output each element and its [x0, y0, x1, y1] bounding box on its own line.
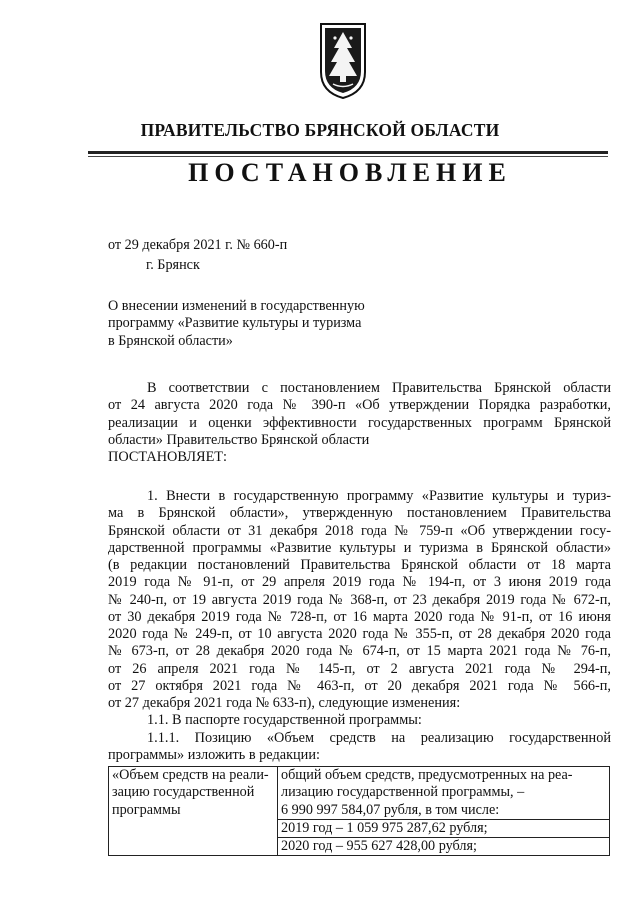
- city-line: г. Брянск: [146, 257, 200, 273]
- preamble-line: реализации и оценки эффективности государственных программ Брянской: [108, 414, 611, 431]
- clause-line: 2020 года № 249-п, от 10 августа 2020 года № 355-п, от 28 декабря 2020 года: [108, 626, 611, 642]
- label-line: зацию государственной: [112, 784, 255, 801]
- clause-line: № 240-п, от 19 августа 2019 года № 368-п, от 23 декабря 2019 года № 672-п,: [108, 591, 611, 608]
- preamble-paragraph: [108, 380, 611, 466]
- header-rule-thin: [88, 156, 608, 157]
- clause-line: от 26 апреля 2021 года № 145-п, от 2 августа 2021 года № 294-п,: [108, 660, 611, 677]
- clause-line: от 27 октября 2021 года № 463-п, от 20 декабря 2021 года № 566-п,: [108, 677, 611, 694]
- value-line: лизацию государственной программы, –: [281, 784, 525, 801]
- table-row: [109, 767, 610, 856]
- clause-line: от 30 декабря 2019 года № 728-п, от 16 марта 2020 года № 91-п, от 16 июня: [108, 608, 611, 625]
- date-number-line: от 29 декабря 2021 г. № 660-п: [108, 237, 288, 253]
- document-type: ПОСТАНОВЛЕНИЕ: [188, 158, 512, 187]
- subject-line: в Брянской области»: [108, 332, 233, 349]
- clause-line: 1. Внести в государственную программу «Развитие культуры и туриз-: [147, 488, 611, 504]
- preamble-line: области» Правительство Брянской области: [108, 431, 370, 448]
- label-line: «Объем средств на реали-: [112, 767, 269, 783]
- value-line: общий объем средств, предусмотренных на реа-: [281, 767, 573, 783]
- header-rule-thick: [88, 151, 608, 154]
- clause-line: от 27 декабря 2021 года № 633-п), следующие изменения:: [108, 695, 461, 711]
- coat-of-arms-emblem: [318, 22, 368, 100]
- subclause-line: 1.1.1. Позицию «Объем средств на реализацию государственной: [147, 729, 611, 746]
- value-line: 2019 год – 1 059 975 287,62 рубля;: [278, 820, 609, 838]
- main-clause: [108, 488, 611, 764]
- document-subject: [108, 298, 365, 350]
- preamble-line: В соответствии с постановлением Правительства Брянской области: [147, 380, 611, 396]
- resolves-keyword: ПОСТАНОВЛЯЕТ:: [108, 449, 228, 465]
- organization-name: ПРАВИТЕЛЬСТВО БРЯНСКОЙ ОБЛАСТИ: [140, 120, 500, 140]
- value-line: 2020 год – 955 627 428,00 рубля;: [281, 838, 477, 855]
- value-line: 6 990 997 584,07 рубля, в том числе:: [278, 802, 609, 820]
- table-cell-value: [278, 767, 610, 856]
- clause-line: (в редакции постановлений Правительства Брянской области от 18 марта: [108, 557, 611, 573]
- subject-line: программу «Развитие культуры и туризма: [108, 315, 362, 332]
- subclause-line: 1.1. В паспорте государственной программы:: [147, 712, 422, 729]
- clause-line: 2019 года № 91-п, от 29 апреля 2019 года № 194-п, от 3 июня 2019 года: [108, 574, 611, 591]
- table-cell-label: [109, 767, 278, 856]
- clause-line: Брянской области от 31 декабря 2018 года № 759-п «Об утверждении госу-: [108, 522, 611, 539]
- funding-table: [108, 766, 610, 856]
- label-line: программы: [112, 801, 181, 818]
- subclause-line: программы» изложить в редакции:: [108, 746, 320, 763]
- clause-line: № 673-п, от 28 декабря 2020 года № 674-п, от 15 марта 2021 года № 76-п,: [108, 643, 611, 660]
- clause-line: дарственной программы «Развитие культуры и туризма в Брянской области»: [108, 539, 611, 556]
- preamble-line: от 24 августа 2020 года № 390-п «Об утверждении Порядка разработки,: [108, 397, 611, 414]
- subject-line: О внесении изменений в государственную: [108, 298, 365, 314]
- clause-line: ма в Брянской области», утвержденную постановлением Правительства: [108, 505, 611, 522]
